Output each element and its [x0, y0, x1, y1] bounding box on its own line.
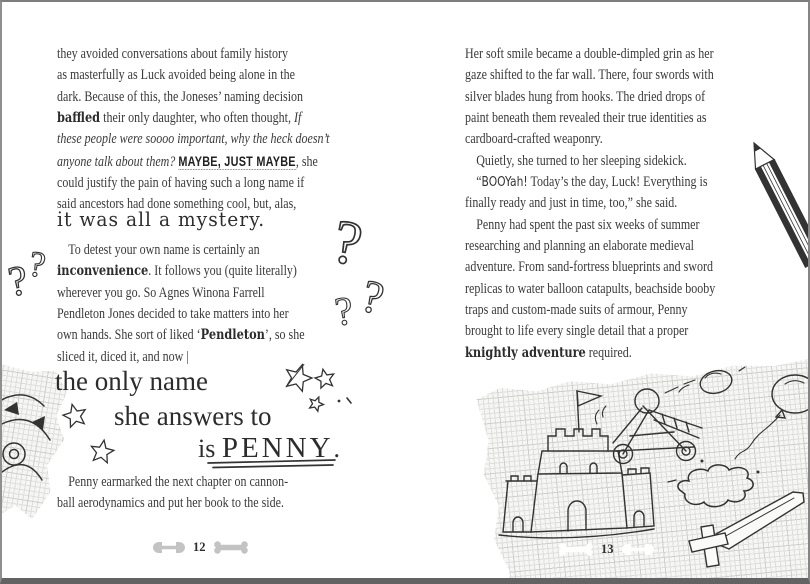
star-icon: [314, 367, 336, 389]
question-mark-icon: ?: [5, 257, 31, 306]
text-line: these people were soooo important, why the heck doesn’t: [57, 131, 330, 148]
page-number-left: 12: [193, 540, 206, 554]
display-line-1: the only name: [55, 366, 208, 396]
star-icon: [89, 438, 115, 463]
text-line: Her soft smile became a double-dimpled grin as her: [465, 46, 714, 62]
text-line: they avoided conversations about family history: [57, 46, 288, 62]
bone-icon: [213, 541, 249, 554]
text-line: as masterfully as Luck avoided being alone in the: [57, 67, 295, 84]
text-line: baffled their only daughter, who often thought, If: [57, 110, 302, 127]
text-line: anyone talk about them? MAYBE, JUST MAYBE, she: [57, 153, 318, 170]
wrench-icon: [152, 541, 186, 554]
text-line: inconvenience. It follows you (quite literally): [57, 263, 297, 280]
right-page-footer: [558, 542, 655, 557]
question-mark-icon: ?: [26, 243, 49, 286]
text-line: wherever you go. So Agnes Winona Farrell: [57, 284, 265, 301]
left-paragraph-2: [57, 240, 305, 368]
right-paragraph: [465, 44, 715, 364]
display-line-2: she answers to: [114, 401, 272, 431]
question-mark-icon: ?: [332, 287, 356, 335]
text-line: own hands. She sort of liked ‘Pendleton’, so she: [57, 327, 305, 344]
text-line: finally ready and just in time, too,” she said.: [465, 195, 678, 212]
text-line: “BOOYah! Today’s the day, Luck! Everything is: [476, 174, 708, 191]
pencil-icon: [745, 138, 810, 267]
star-icon: [61, 402, 88, 429]
left-paragraph-3: [57, 472, 288, 515]
text-line: paint beneath them revealed their true identities as: [465, 110, 707, 127]
text-line: knightly adventure required.: [465, 344, 632, 361]
text-line: cardboard-crafted weaponry.: [465, 131, 603, 148]
text-line: could justify the pain of having such a long name if: [57, 175, 305, 192]
text-line: replicas to water balloon catapults, beachside booby: [465, 280, 716, 297]
display-line-3: is PENNY.: [198, 432, 341, 464]
text-line: brought to life every single detail that a proper: [465, 323, 689, 340]
text-line: gaze shifted to the far wall. There, four swords with: [465, 67, 714, 84]
wrench-icon: [621, 543, 655, 556]
text-line: silver blades hung from hooks. The dried drops of: [465, 88, 706, 105]
text-line: said ancestors had done something cool, but, alas,: [57, 196, 297, 213]
text-line: Quietly, she turned to her sleeping sidekick.: [476, 152, 687, 169]
text-line: adventure. From sand-fortress blueprints and sword: [465, 259, 713, 276]
text-line: sliced it, diced it, and now |: [57, 348, 189, 365]
question-mark-icon: ?: [356, 269, 389, 325]
page-number-right: 13: [601, 542, 614, 556]
question-mark-icon: ?: [327, 207, 368, 280]
mystery-line: it was all a mystery.: [57, 207, 266, 231]
tick-doodle: [347, 398, 351, 403]
text-line: To detest your own name is certainly an: [68, 242, 260, 258]
bone-icon: [558, 543, 594, 556]
text-line: Penny earmarked the next chapter on cannon-: [68, 474, 289, 490]
penny-name: PENNY: [221, 432, 334, 464]
dot-doodle: [338, 400, 341, 403]
text-line: researching and planning an elaborate medieval: [465, 238, 694, 255]
left-page-footer: [152, 540, 249, 555]
text-line: ball aerodynamics and put her book to the side.: [57, 495, 284, 512]
star-icon: [307, 394, 325, 412]
text-line: traps and custom-made suits of armour, Penny: [465, 302, 688, 319]
left-paragraph-1: [57, 44, 330, 216]
text-line: Pendleton Jones decided to take matters into her: [57, 306, 289, 323]
text-line: Penny had spent the past six weeks of summer: [476, 216, 700, 233]
text-line: dark. Because of this, the Joneses’ naming decision: [57, 88, 304, 105]
